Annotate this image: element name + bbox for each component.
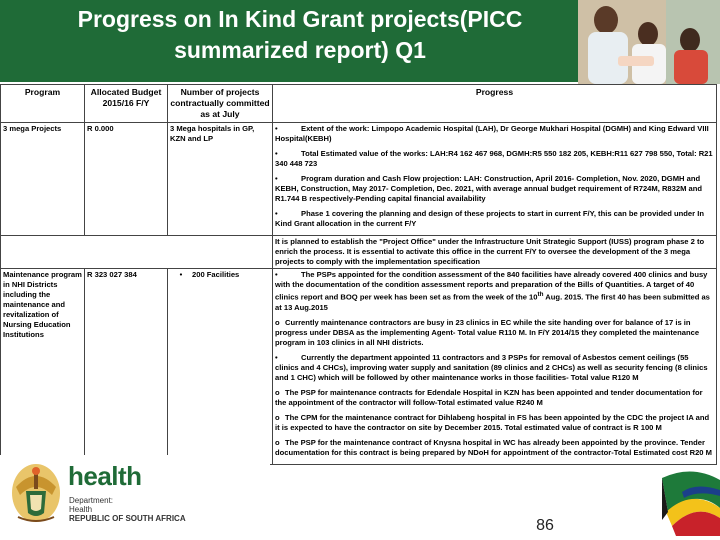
open-bullet-icon: o [275,412,280,422]
progress-item [275,270,714,313]
row1-budget: R 0.000 [85,123,168,236]
progress-text: The PSPs appointed for the condition assessment of the 840 facilities have already covered 400 clinics and busy with the documentation of the condition assessment reports and preparation of the Bills of Quantities. A target of 40 clinics report and BOQ per week has been set as from the week of the 10 [275,270,708,302]
bullet-icon: • [275,149,278,158]
table-row [1,123,717,236]
row2-projects-text: 200 Facilities [192,270,240,279]
row2-program: Maintenance program in NHI Districts including the maintenance and revitalization of Nursing Education Institutions [1,269,85,465]
bullet-icon: • [275,124,278,133]
col-header-projects: Number of projects contractually committed as at July [168,85,273,123]
progress-item [275,413,714,433]
nurse-photo-image [578,0,720,84]
slide-title-line2: summarized report) Q1 [174,37,426,63]
row1-note-spacer [1,236,273,269]
open-bullet-icon: o [275,387,280,397]
bullet-icon: • [275,352,278,362]
bullet-icon: • [275,174,278,183]
progress-item [275,124,714,144]
superscript-th: th [537,291,544,298]
progress-text: Extent of the work: Limpopo Academic Hospital (LAH), Dr George Mukhari Hospital (DGMH) and King Edward VIII Hospital(KEBH) [275,124,709,143]
open-bullet-icon: o [275,437,280,447]
open-bullet-icon: o [275,317,280,327]
row1-note: It is planned to establish the "Project Office" under the Infrastructure Unit Strategic Support (IUSS) program phase 2 to enrich the process. It is essential to activate this office in the current F/Y to oversee the development of the 3 mega projects to comply with the implementation specification [273,236,717,269]
row2-projects [168,269,273,465]
progress-text: Phase 1 covering the planning and design of these projects to start in current F/Y, this can be provided under In Kind Grant allocation in the current F/Y [275,209,704,228]
col-header-program: Program [1,85,85,123]
progress-item [275,209,714,229]
country-name: REPUBLIC OF SOUTH AFRICA [69,514,186,523]
coat-of-arms-icon [8,461,64,525]
progress-item [275,388,714,408]
row1-progress [273,123,717,236]
progress-text: Total Estimated value of the works: LAH:R4 162 467 968, DGMH:R5 550 182 205, KEBH:R11 627 798 550, Total: R21 340 448 723 [275,149,713,168]
progress-table [0,84,717,465]
progress-item [275,174,714,204]
progress-text: Currently the department appointed 11 contractors and 3 PSPs for removal of Asbestos cement ceilings (55 clinics and 4 CHCs), improving water supply and sanitation (89 clinics and 2 CHCs) as well as security fencing (8 clinics and 1 CHC) which will be followed by other maintenance works in those facilities- Total value R120 M [275,352,708,382]
dept-name: Health [69,505,93,514]
row1-projects: 3 Mega hospitals in GP, KZN and LP [168,123,273,236]
progress-text: The PSP for the maintenance contract of Knysna hospital in WC has already been appointed by the province. Tender documentation for this contract is being prepared by NDoH for appointment of the contractor-Total Estimated cost R20 M [275,437,712,457]
bullet-icon: • [275,270,278,279]
header-photo [578,0,720,84]
health-wordmark: health [68,461,142,491]
progress-item [275,149,714,169]
progress-item [275,353,714,383]
bullet-icon: • [179,270,183,279]
progress-text: Aug. 2015. The first 40 has been submitted as at 13 Aug.2015 [275,292,710,312]
row2-budget: R 323 027 384 [85,269,168,465]
progress-text: Program duration and Cash Flow projection: LAH: Construction, April 2016- Completion, Nov. 2020, DGMH and KEBH, Construction, May 2017- Completion, Dec. 2021, with average annual budget requirement of R724M, R832M and R1.744 B respectively-Pending capital financial availability [275,174,703,203]
row1-program: 3 mega Projects [1,123,85,236]
col-header-budget: Allocated Budget 2015/16 F/Y [85,85,168,123]
table-row [1,269,717,465]
slide-title [0,4,600,66]
table-header-row [1,85,717,123]
page-number: 86 [536,517,554,534]
progress-text: The CPM for the maintenance contract for Dihlabeng hospital in FS has been appointed by the CDC the project IA and it is expected to have the contractor on site by December 2015. Total estimated value of contract is R 100 M [275,412,710,432]
flag-emblem-icon [662,468,720,536]
progress-item [275,438,714,458]
progress-item [275,318,714,348]
row2-progress [273,269,717,465]
slide-title-line1: Progress on In Kind Grant projects(PICC [77,6,523,32]
progress-text: Currently maintenance contractors are busy in 23 clinics in EC while the site handing over for balance of 17 is in progress under DBSA as the implementing Agent- Total value R110 M. In F/Y 2014/15 they completed the maintenance program in 103 clinics in all NHI districts. [275,317,700,347]
progress-text: The PSP for maintenance contracts for Edendale Hospital in KZN has been appointed and tender documentation for the appointment of the contractor will follow-Total estimated value R240 M [275,387,703,407]
table-row [1,236,717,269]
dept-label: Department: [69,496,114,505]
col-header-progress: Progress [273,85,717,123]
bullet-icon: • [275,209,278,218]
